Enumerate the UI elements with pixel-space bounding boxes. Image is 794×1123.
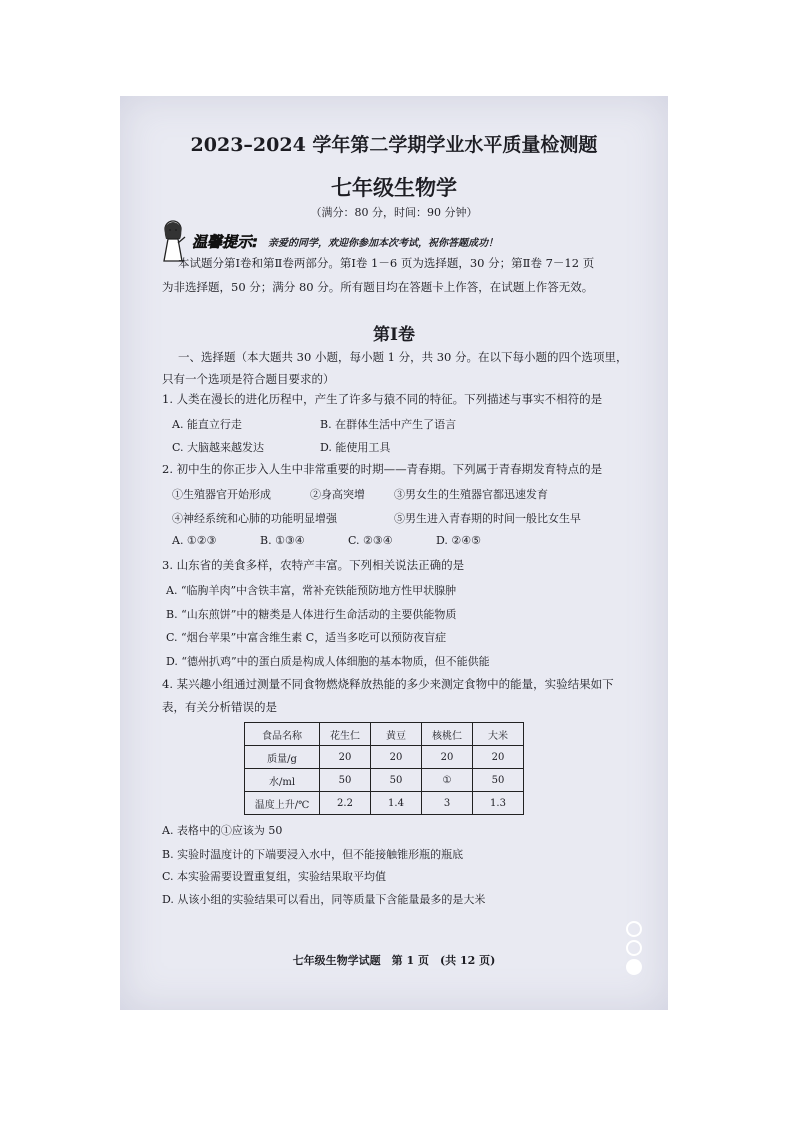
q1-option-c: C. 大脑越来越发达 (172, 441, 265, 454)
table-cell: 50 (473, 769, 524, 792)
q4-stem-line-1: 4. 某兴趣小组通过测量不同食物燃烧释放热能的多少来测定食物中的能量，实验结果如下 (162, 677, 614, 691)
watermark-line-1: SHOT ON REDMI 10X (740, 919, 756, 1083)
table-cell: 2.2 (320, 792, 371, 815)
q1-option-d: D. 能使用工具 (320, 441, 391, 454)
exam-page-photo (120, 96, 668, 1010)
q1-option-b: B. 在群体生活中产生了语言 (320, 418, 457, 431)
table-header-cell: 核桃仁 (422, 723, 473, 746)
q4-stem-line-2: 表，有关分析错误的是 (162, 700, 277, 714)
q2-statement-3: ③男女生的生殖器官都迅速发育 (394, 488, 548, 501)
q2-option-c: C. ②③④ (348, 534, 393, 547)
tip-text: 亲爱的同学，欢迎你参加本次考试，祝你答题成功！ (268, 237, 498, 249)
table-cell: 1.4 (371, 792, 422, 815)
table-header-cell: 黄豆 (371, 723, 422, 746)
q2-statement-2: ②身高突增 (310, 488, 365, 501)
table-cell: ① (422, 769, 473, 792)
q3-option-d: D. “德州扒鸡”中的蛋白质是构成人体细胞的基本物质，但不能供能 (166, 655, 490, 668)
q1-stem: 1. 人类在漫长的进化历程中，产生了许多与猿不同的特征。下列描述与事实不相符的是 (162, 392, 603, 406)
table-header-cell: 食品名称 (245, 723, 320, 746)
exam-meta: （满分：80 分，时间：90 分钟） (310, 206, 478, 219)
table-cell: 20 (371, 746, 422, 769)
table-row (245, 792, 524, 815)
q4-data-table (244, 722, 524, 815)
q2-option-a: A. ①②③ (172, 534, 217, 547)
camera-logo-icon (626, 921, 642, 975)
exam-title: 2023–2024 学年第二学期学业水平质量检测题 (190, 134, 598, 156)
table-row (245, 746, 524, 769)
q4-option-d: D. 从该小组的实验结果可以看出，同等质量下含能量最多的是大米 (162, 893, 486, 906)
instructions-line-2: 为非选择题，50 分；满分 80 分。所有题目均在答题卡上作答，在试题上作答无效。 (162, 280, 594, 294)
part-intro-line-1: 一、选择题（本大题共 30 小题，每小题 1 分，共 30 分。在以下每小题的四个选项里， (178, 350, 628, 364)
instructions-line-1: 本试题分第Ⅰ卷和第Ⅱ卷两部分。第Ⅰ卷 1－6 页为选择题，30 分；第Ⅱ卷 7－12 页 (178, 256, 595, 270)
section-title: 第Ⅰ卷 (373, 325, 415, 345)
q2-statement-1: ①生殖器官开始形成 (172, 488, 271, 501)
table-cell: 50 (320, 769, 371, 792)
q2-option-b: B. ①③④ (260, 534, 305, 547)
page-footer: 七年级生物学试题 第 1 页 (共 12 页) (292, 954, 496, 967)
watermark-line-2: AI TRIPLE CAMERA (757, 937, 773, 1083)
table-header-cell: 花生仁 (320, 723, 371, 746)
q3-option-c: C. “烟台苹果”中富含维生素 C，适当多吃可以预防夜盲症 (166, 631, 447, 644)
part-intro-line-2: 只有一个选项是符合题目要求的） (162, 372, 335, 386)
table-cell: 50 (371, 769, 422, 792)
q4-option-c: C. 本实验需要设置重复组，实验结果取平均值 (162, 870, 387, 883)
table-cell: 1.3 (473, 792, 524, 815)
q3-option-a: A. “临朐羊肉”中含铁丰富，常补充铁能预防地方性甲状腺肿 (166, 584, 457, 597)
table-header-cell: 大米 (473, 723, 524, 746)
table-cell: 温度上升/℃ (245, 792, 320, 815)
exam-subject: 七年级生物学 (331, 175, 457, 200)
q2-option-d: D. ②④⑤ (436, 534, 482, 547)
q3-stem: 3. 山东省的美食多样，农特产丰富。下列相关说法正确的是 (162, 558, 465, 572)
table-cell: 质量/g (245, 746, 320, 769)
table-row (245, 769, 524, 792)
table-cell: 20 (473, 746, 524, 769)
q2-statement-4: ④神经系统和心肺的功能明显增强 (172, 512, 337, 525)
q4-option-a: A. 表格中的①应该为 50 (162, 824, 283, 837)
table-header-row (245, 723, 524, 746)
q4-option-b: B. 实验时温度计的下端要浸入水中，但不能接触锥形瓶的瓶底 (162, 848, 464, 861)
table-cell: 20 (422, 746, 473, 769)
table-cell: 20 (320, 746, 371, 769)
q2-stem: 2. 初中生的你正步入人生中非常重要的时期——青春期。下列属于青春期发育特点的是 (162, 462, 603, 476)
table-cell: 水/ml (245, 769, 320, 792)
q2-statement-5: ⑤男生进入青春期的时间一般比女生早 (394, 512, 581, 525)
q3-option-b: B. “山东煎饼”中的糖类是人体进行生命活动的主要供能物质 (166, 608, 457, 621)
camera-watermark (740, 919, 774, 1083)
q1-option-a: A. 能直立行走 (172, 418, 242, 431)
tip-label: 温馨提示: (192, 232, 258, 251)
table-cell: 3 (422, 792, 473, 815)
